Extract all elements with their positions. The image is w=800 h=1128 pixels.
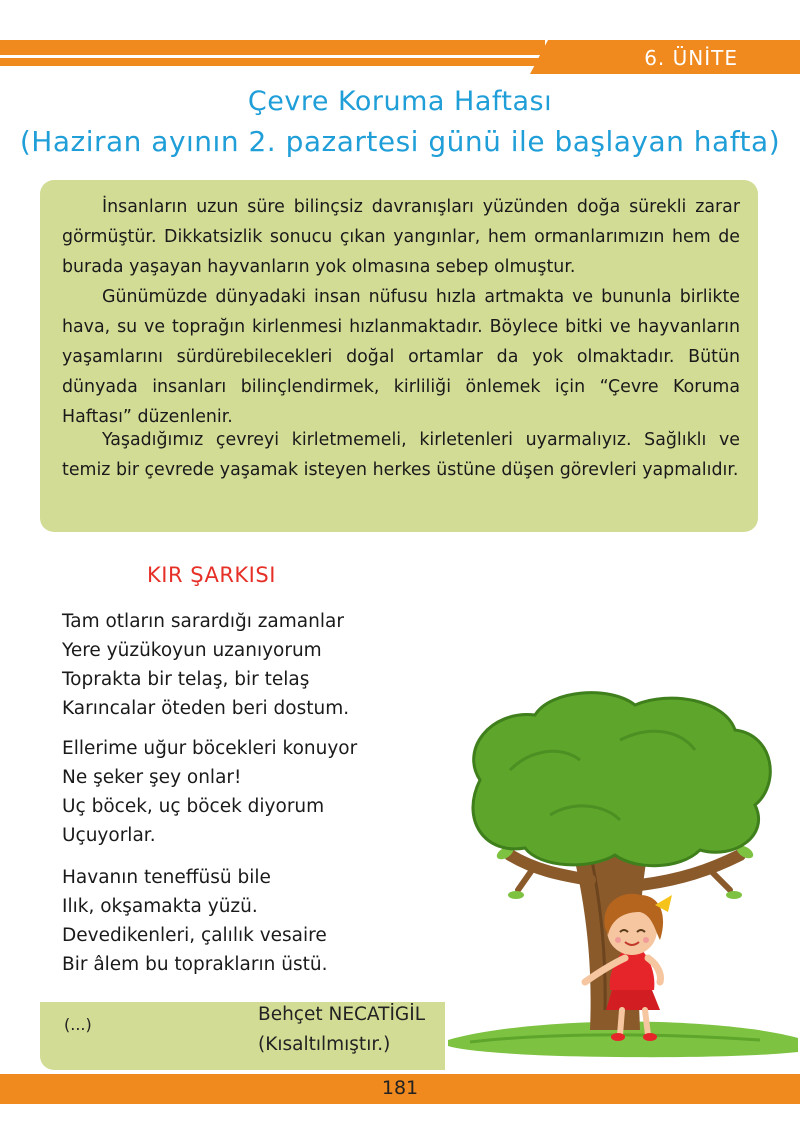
page-title: Çevre Koruma Haftası bbox=[247, 86, 553, 117]
poem-stanza bbox=[62, 734, 357, 850]
poem-line: Ne şeker şey onlar! bbox=[62, 767, 242, 788]
poem-line: Tam otların sarardığı zamanlar bbox=[62, 611, 344, 632]
poem-title: KIR ŞARKISI bbox=[147, 563, 276, 587]
poem-author: Behçet NECATİGİL bbox=[258, 1004, 426, 1025]
poem-line: Ilık, okşamakta yüzü. bbox=[62, 896, 258, 917]
info-paragraph: Günümüzde dünyadaki insan nüfusu hızla artmakta ve bununla birlikte hava, su ve toprağın kirlenmesi hızlanmaktadır. Böylece bitki ve hayvanların yaşamlarını sürdürebilecekleri doğal ortamlar da yok olmaktadır. Bütün dünyada insanları bilinçlendirmek, kirliliği önlemek için “Çevre Koruma Haftası” düzenlenir. bbox=[62, 287, 740, 427]
poem-line: Toprakta bir telaş, bir telaş bbox=[62, 669, 310, 690]
info-paragraph: Yaşadığımız çevreyi kirletmemeli, kirletenleri uyarmalıyız. Sağlıklı ve temiz bir çevrede yaşamak isteyen herkes üstüne düşen görevleri yapmalıdır. bbox=[62, 430, 740, 480]
poem-ellipsis: (...) bbox=[64, 1015, 92, 1034]
header-stripe-line bbox=[0, 58, 545, 66]
poem-abridged-note: (Kısaltılmıştır.) bbox=[258, 1034, 391, 1055]
page-subtitle: (Haziran ayının 2. pazartesi günü ile başlayan hafta) bbox=[19, 125, 781, 158]
header-stripe-line bbox=[0, 40, 545, 55]
tree-hugging-girl-icon bbox=[440, 690, 800, 1070]
info-box bbox=[40, 180, 758, 532]
page-number: 181 bbox=[381, 1077, 419, 1099]
poem-stanza bbox=[62, 607, 349, 723]
poem-line: Yere yüzükoyun uzanıyorum bbox=[62, 640, 322, 661]
poem-line: Uçuyorlar. bbox=[62, 825, 156, 846]
poem-stanza bbox=[62, 863, 327, 979]
info-paragraph: İnsanların uzun süre bilinçsiz davranışları yüzünden doğa sürekli zarar görmüştür. Dikkatsizlik sonucu çıkan yangınlar, hem ormanlarımızın hem de burada yaşayan hayvanların yok olmasına sebep olmuştur. bbox=[62, 197, 740, 277]
poem-line: Ellerime uğur böcekleri konuyor bbox=[62, 738, 358, 759]
header-stripe bbox=[0, 40, 545, 72]
unit-label: 6. ÜNİTE bbox=[644, 46, 738, 70]
poem-line: Bir âlem bu toprakların üstü. bbox=[62, 954, 328, 975]
poem-line: Uç böcek, uç böcek diyorum bbox=[62, 796, 325, 817]
poem-line: Karıncalar öteden beri dostum. bbox=[62, 698, 350, 719]
poem-line: Devedikenleri, çalılık vesaire bbox=[62, 925, 327, 946]
poem-line: Havanın teneffüsü bile bbox=[62, 867, 271, 888]
